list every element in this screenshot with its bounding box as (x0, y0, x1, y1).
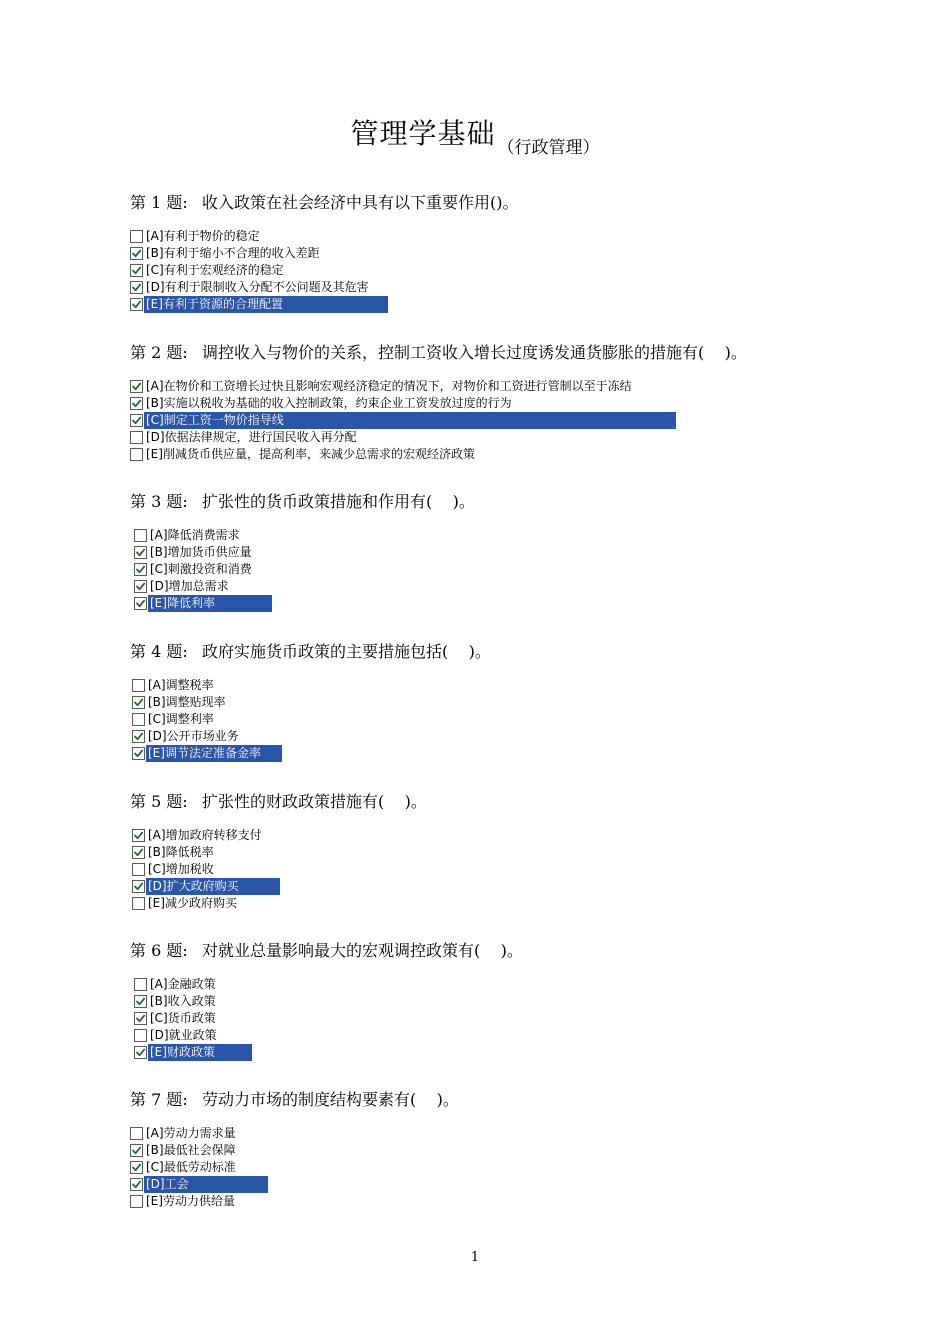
document-title (0, 112, 950, 158)
option-label: [C]制定工资一物价指导线 (146, 413, 284, 427)
option-c[interactable] (132, 711, 852, 728)
question-text (130, 791, 850, 813)
option-label: [A]有利于物价的稳定 (146, 229, 260, 243)
question-prompt: 收入政策在社会经济中具有以下重要作用()。 (202, 193, 519, 212)
checkbox-checked[interactable] (132, 829, 145, 842)
option-label: [C]调整利率 (148, 712, 214, 726)
checkmark-icon (131, 248, 142, 259)
question-number: 第 5 题: (130, 792, 188, 811)
checkmark-icon (133, 847, 144, 858)
option-label: [A]调整税率 (148, 678, 214, 692)
checkmark-icon (133, 881, 144, 892)
option-d[interactable] (130, 429, 850, 446)
checkbox-unchecked[interactable] (130, 1195, 143, 1208)
question-number: 第 3 题: (130, 492, 188, 511)
options-list (130, 1125, 850, 1210)
option-b[interactable] (132, 844, 852, 861)
option-a[interactable] (134, 527, 854, 544)
checkbox-checked[interactable] (132, 730, 145, 743)
option-d[interactable] (132, 878, 852, 895)
option-label: [B]降低税率 (148, 845, 214, 859)
question-text (130, 192, 850, 214)
checkmark-icon (131, 282, 142, 293)
option-e[interactable] (130, 446, 850, 463)
option-c[interactable] (134, 561, 854, 578)
options-list (130, 228, 850, 313)
option-label: [C]有利于宏观经济的稳定 (146, 263, 284, 277)
checkbox-checked[interactable] (130, 281, 143, 294)
option-d[interactable] (130, 1176, 850, 1193)
checkbox-unchecked[interactable] (130, 448, 143, 461)
options-list (130, 378, 850, 463)
checkbox-checked[interactable] (134, 1012, 147, 1025)
option-d[interactable] (130, 279, 850, 296)
option-a[interactable] (132, 827, 852, 844)
checkbox-unchecked[interactable] (134, 1029, 147, 1042)
option-c[interactable] (130, 262, 850, 279)
checkbox-checked[interactable] (132, 846, 145, 859)
question-3 (130, 491, 850, 612)
question-prompt: 扩张性的财政政策措施有( )。 (202, 792, 427, 811)
checkmark-icon (133, 697, 144, 708)
option-a[interactable] (130, 228, 850, 245)
option-label: [A]金融政策 (150, 977, 216, 991)
checkmark-icon (131, 381, 142, 392)
option-label: [D]增加总需求 (150, 579, 229, 593)
question-4 (130, 641, 850, 762)
title-main: 管理学基础 (350, 117, 496, 150)
question-prompt: 扩张性的货币政策措施和作用有( )。 (202, 492, 475, 511)
checkmark-icon (135, 598, 146, 609)
option-c[interactable] (132, 861, 852, 878)
checkbox-unchecked[interactable] (134, 978, 147, 991)
checkbox-unchecked[interactable] (132, 713, 145, 726)
checkmark-icon (133, 748, 144, 759)
question-text (130, 641, 850, 663)
question-text (130, 1089, 850, 1111)
question-number: 第 6 题: (130, 941, 188, 960)
checkbox-checked[interactable] (130, 264, 143, 277)
question-1 (130, 192, 850, 313)
checkbox-checked[interactable] (130, 1161, 143, 1174)
checkbox-checked[interactable] (132, 880, 145, 893)
option-label: [E]调节法定准备金率 (148, 746, 261, 760)
option-e[interactable] (130, 1193, 850, 1210)
option-c[interactable] (130, 1159, 850, 1176)
checkbox-checked[interactable] (130, 1144, 143, 1157)
question-prompt: 对就业总量影响最大的宏观调控政策有( )。 (202, 941, 523, 960)
checkmark-icon (131, 299, 142, 310)
option-b[interactable] (130, 245, 850, 262)
option-e[interactable] (132, 895, 852, 912)
question-text (130, 940, 850, 962)
checkbox-checked[interactable] (134, 563, 147, 576)
option-label: [D]有利于限制收入分配不公问题及其危害 (146, 280, 369, 294)
option-label: [E]有利于资源的合理配置 (146, 297, 283, 311)
option-label: [D]就业政策 (150, 1028, 217, 1042)
option-d[interactable] (134, 1027, 854, 1044)
checkbox-checked[interactable] (130, 298, 143, 311)
option-label: [B]实施以税收为基础的收入控制政策，约束企业工资发放过度的行为 (146, 396, 512, 410)
question-number: 第 2 题: (130, 343, 188, 362)
question-6 (130, 940, 850, 1061)
checkmark-icon (131, 1145, 142, 1156)
checkbox-checked[interactable] (130, 1178, 143, 1191)
option-d[interactable] (134, 578, 854, 595)
question-number: 第 4 题: (130, 642, 188, 661)
checkbox-checked[interactable] (134, 546, 147, 559)
options-list (134, 527, 854, 612)
option-label: [C]货币政策 (150, 1011, 216, 1025)
option-label: [B]调整贴现率 (148, 695, 226, 709)
options-list (134, 976, 854, 1061)
checkbox-checked[interactable] (130, 414, 143, 427)
checkbox-checked[interactable] (130, 380, 143, 393)
checkmark-icon (131, 1162, 142, 1173)
option-label: [D]工会 (146, 1177, 189, 1191)
options-list (132, 827, 852, 912)
checkbox-unchecked[interactable] (132, 679, 145, 692)
option-label: [D]依据法律规定，进行国民收入再分配 (146, 430, 357, 444)
checkbox-checked[interactable] (132, 747, 145, 760)
question-prompt: 政府实施货币政策的主要措施包括( )。 (202, 642, 491, 661)
checkmark-icon (133, 731, 144, 742)
option-label: [E]削减货币供应量，提高利率，来减少总需求的宏观经济政策 (146, 447, 475, 461)
option-label: [C]刺激投资和消费 (150, 562, 252, 576)
option-b[interactable] (130, 395, 850, 412)
checkbox-checked[interactable] (134, 1046, 147, 1059)
option-label: [B]收入政策 (150, 994, 216, 1008)
options-list (132, 677, 852, 762)
checkmark-icon (131, 398, 142, 409)
question-prompt: 劳动力市场的制度结构要素有( )。 (202, 1090, 459, 1109)
option-a[interactable] (134, 976, 854, 993)
option-a[interactable] (132, 677, 852, 694)
title-subtitle: （行政管理） (497, 138, 600, 158)
option-c[interactable] (134, 1010, 854, 1027)
option-c[interactable] (130, 412, 850, 429)
checkmark-icon (135, 564, 146, 575)
option-label: [A]降低消费需求 (150, 528, 240, 542)
option-b[interactable] (132, 694, 852, 711)
option-b[interactable] (130, 1142, 850, 1159)
question-prompt: 调控收入与物价的关系，控制工资收入增长过度诱发通货膨胀的措施有( )。 (202, 343, 747, 362)
checkmark-icon (131, 1179, 142, 1190)
checkmark-icon (135, 1047, 146, 1058)
checkmark-icon (131, 265, 142, 276)
option-label: [C]最低劳动标准 (146, 1160, 236, 1174)
question-text (130, 342, 850, 364)
option-e[interactable] (130, 296, 850, 313)
checkbox-checked[interactable] (134, 597, 147, 610)
checkmark-icon (135, 1013, 146, 1024)
checkbox-unchecked[interactable] (134, 529, 147, 542)
question-number: 第 1 题: (130, 193, 188, 212)
checkbox-unchecked[interactable] (130, 1127, 143, 1140)
checkmark-icon (131, 415, 142, 426)
option-label: [B]增加货币供应量 (150, 545, 252, 559)
question-number: 第 7 题: (130, 1090, 188, 1109)
option-label: [D]扩大政府购买 (148, 879, 239, 893)
question-2 (130, 342, 850, 463)
option-e[interactable] (134, 595, 854, 612)
option-label: [E]减少政府购买 (148, 896, 237, 910)
option-label: [A]在物价和工资增长过快且影响宏观经济稳定的情况下，对物价和工资进行管制以至于冻结 (146, 379, 632, 393)
checkbox-unchecked[interactable] (132, 863, 145, 876)
option-e[interactable] (134, 1044, 854, 1061)
option-e[interactable] (132, 745, 852, 762)
option-a[interactable] (130, 1125, 850, 1142)
question-7 (130, 1089, 850, 1210)
option-label: [E]财政政策 (150, 1045, 215, 1059)
checkbox-checked[interactable] (130, 397, 143, 410)
checkmark-icon (135, 581, 146, 592)
checkbox-checked[interactable] (134, 580, 147, 593)
page-number: 1 (470, 1250, 480, 1265)
option-label: [D]公开市场业务 (148, 729, 239, 743)
question-text (130, 491, 850, 513)
checkbox-checked[interactable] (132, 696, 145, 709)
question-5 (130, 791, 850, 912)
option-label: [A]增加政府转移支付 (148, 828, 262, 842)
checkbox-unchecked[interactable] (130, 431, 143, 444)
option-label: [E]劳动力供给量 (146, 1194, 235, 1208)
option-label: [A]劳动力需求量 (146, 1126, 236, 1140)
option-label: [B]最低社会保障 (146, 1143, 236, 1157)
checkbox-checked[interactable] (130, 247, 143, 260)
checkbox-unchecked[interactable] (132, 897, 145, 910)
checkmark-icon (135, 996, 146, 1007)
option-a[interactable] (130, 378, 850, 395)
checkbox-checked[interactable] (134, 995, 147, 1008)
option-b[interactable] (134, 993, 854, 1010)
option-d[interactable] (132, 728, 852, 745)
option-b[interactable] (134, 544, 854, 561)
option-label: [C]增加税收 (148, 862, 214, 876)
option-label: [B]有利于缩小不合理的收入差距 (146, 246, 320, 260)
checkmark-icon (133, 830, 144, 841)
option-label: [E]降低利率 (150, 596, 215, 610)
checkmark-icon (135, 547, 146, 558)
checkbox-unchecked[interactable] (130, 230, 143, 243)
